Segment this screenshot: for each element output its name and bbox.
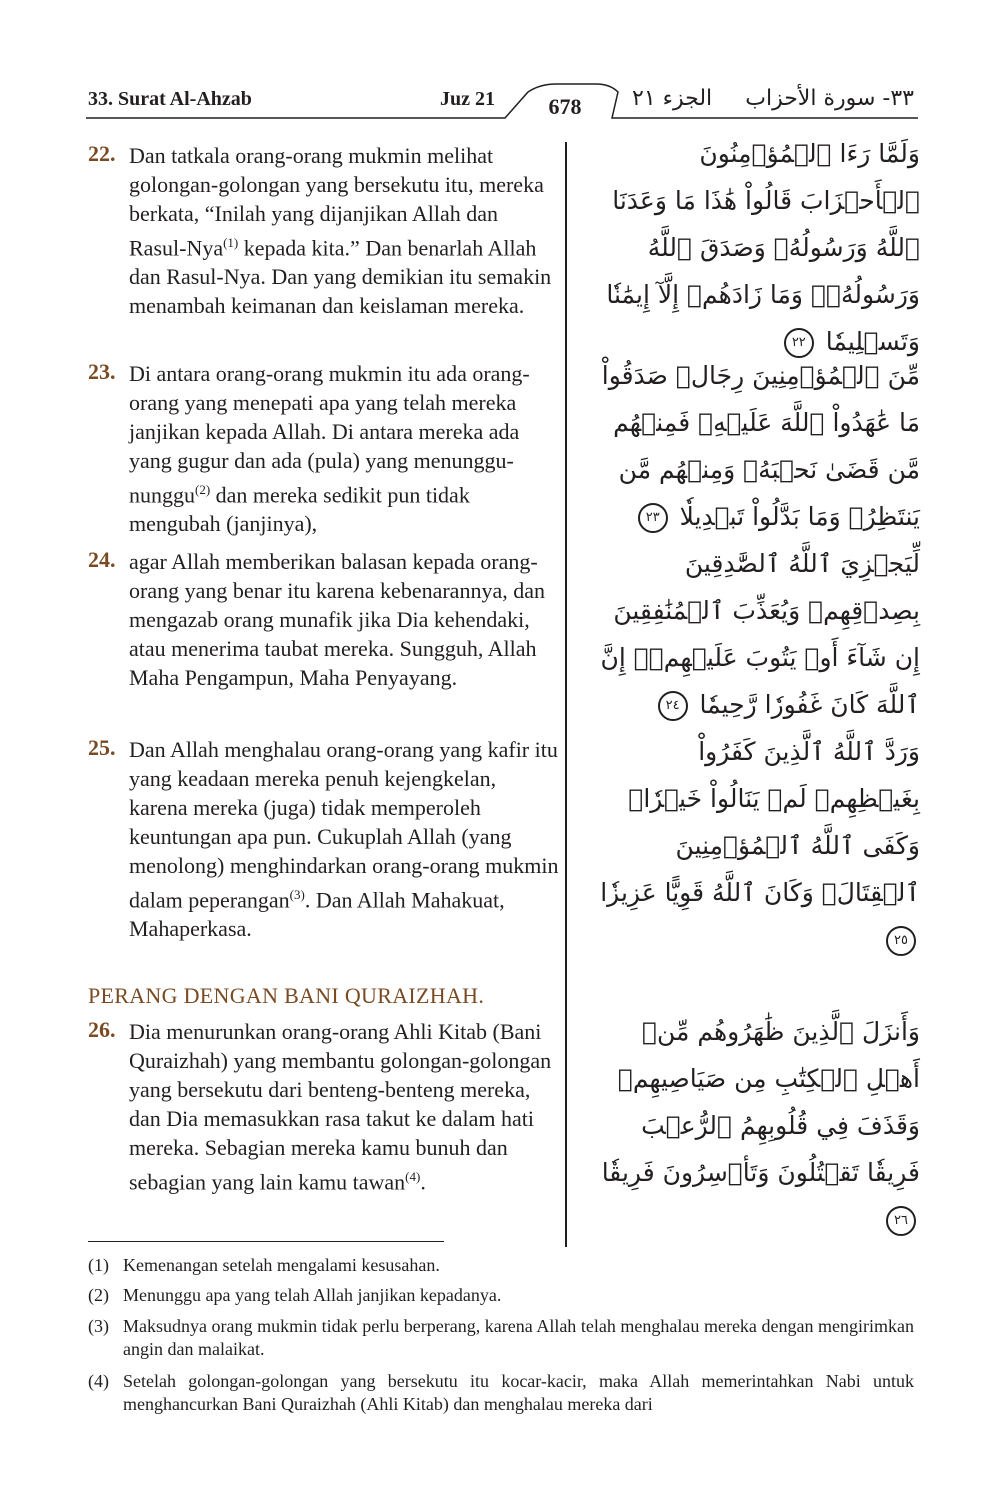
ayah-marker: ٢٢ <box>784 328 814 358</box>
ayah-marker: ٢٥ <box>886 926 916 956</box>
surah-title-latin: 33. Surat Al-Ahzab <box>88 88 252 110</box>
footnote-ref[interactable]: (3) <box>289 887 305 902</box>
footnote <box>88 1254 914 1277</box>
footnote-number: (2) <box>88 1285 109 1305</box>
juz-label-latin: Juz 21 <box>440 88 495 110</box>
ayah-marker: ٢٤ <box>658 691 688 721</box>
verse-number: 23. <box>88 359 116 384</box>
verse-number: 26. <box>88 1017 116 1042</box>
verse-arabic: وَلَمَّا رَءَا ٱلۡمُؤۡمِنُونَ ٱلۡأَحۡزَابَ قَالُواْ هَٰذَا مَا وَعَدَنَا ٱللَّهُ وَرَسُولُهُۥ وَصَدَقَ ٱللَّهُ وَرَسُولُهُۥۚ وَمَا زَادَهُمۡ إِلَّآ إِيمَٰنٗا وَتَسۡلِيمٗا ٢٢ <box>606 139 920 356</box>
surah-title-arabic: ٣٣- سورة الأحزاب <box>745 86 914 111</box>
section-heading: PERANG DENGAN BANI QURAIZHAH. <box>88 983 485 1008</box>
verse-number: 22. <box>88 141 116 166</box>
verse-number: 24. <box>88 547 116 572</box>
footnote-rule <box>88 1241 444 1242</box>
verse-translation <box>88 1017 560 1196</box>
verse-arabic: مِّنَ ٱلۡمُؤۡمِنِينَ رِجَالٞ صَدَقُواْ مَا عَٰهَدُواْ ٱللَّهَ عَلَيۡهِۖ فَمِنۡهُم مَّن قَضَىٰ نَحۡبَهُۥ وَمِنۡهُم مَّن يَنتَظِرُۖ وَمَا بَدَّلُواْ تَبۡدِيلٗا ٢٣ <box>601 361 920 531</box>
verse-translation <box>88 547 560 692</box>
footnote-text: Setelah golongan-golongan yang bersekutu itu kocar-kacir, maka Allah memerintahkan Nabi untuk menghancurkan Bani Quraizhah (Ahli Kitab) dan menghalau mereka dari <box>123 1371 914 1414</box>
footnote-number: (1) <box>88 1255 109 1275</box>
verse-arabic: لِّيَجۡزِيَ ٱللَّهُ ٱلصَّٰدِقِينَ بِصِدۡقِهِمۡ وَيُعَذِّبَ ٱلۡمُنَٰفِقِينَ إِن شَآءَ أَوۡ يَتُوبَ عَلَيۡهِمۡۚ إِنَّ ٱللَّهَ كَانَ غَفُورٗا رَّحِيمٗا ٢٤ <box>600 549 920 719</box>
juz-label-arabic: الجزء ٢١ <box>632 86 713 111</box>
verse-translation <box>88 359 560 538</box>
footnote-number: (4) <box>88 1371 109 1391</box>
footnote-ref[interactable]: (2) <box>195 482 211 497</box>
footnote-number: (3) <box>88 1316 109 1336</box>
footnote-text: Menunggu apa yang telah Allah janjikan kepadanya. <box>123 1285 502 1305</box>
ayah-marker: ٢٣ <box>638 503 668 533</box>
verse-text: agar Allah memberikan balasan kepada orang-orang yang benar itu karena kebenarannya, dan mengazab orang munafik jika Dia kehendaki, atau menerima taubat mereka. Sungguh, Allah Maha Pengampun, Maha Penyayang. <box>129 549 545 690</box>
verse-translation <box>88 735 560 943</box>
footnote <box>88 1284 914 1307</box>
footnote-text: Kemenangan setelah mengalami kesusahan. <box>123 1255 440 1275</box>
verse-text: Dan Allah menghalau orang-orang yang kafir itu yang keadaan mereka penuh kejengkelan, karena mereka (juga) tidak memperoleh keuntungan apa pun. Cukuplah Allah (yang menolong) menghindarkan orang-orang mukmin dalam peperangan$^{(3)}$. Dan Allah Mahakuat, Mahaperkasa. <box>129 737 559 942</box>
verse-arabic: وَرَدَّ ٱللَّهُ ٱلَّذِينَ كَفَرُواْ بِغَيۡظِهِمۡ لَمۡ يَنَالُواْ خَيۡرٗاۚ وَكَفَى ٱللَّهُ ٱلۡمُؤۡمِنِينَ ٱلۡقِتَالَۚ وَكَانَ ٱللَّهُ قَوِيًّا عَزِيزٗا ٢٥ <box>590 728 920 963</box>
page-number: 678 <box>548 94 582 119</box>
ayah-marker: ٢٦ <box>886 1206 916 1236</box>
footnote-ref[interactable]: (4) <box>405 1169 421 1184</box>
footnote-text: Maksudnya orang mukmin tidak perlu berperang, karena Allah telah menghalau mereka dengan mengirimkan angin dan malaikat. <box>123 1316 914 1359</box>
verse-number: 25. <box>88 735 116 760</box>
footnote <box>88 1370 914 1416</box>
footnote-ref[interactable]: (1) <box>223 235 239 250</box>
footnote <box>88 1315 914 1361</box>
verse-text: Di antara orang-orang mukmin itu ada orang-orang yang menepati apa yang telah mereka janjikan kepada Allah. Di antara mereka ada yang gugur dan ada (pula) yang menunggu-nunggu$^{(2)}$ dan mereka sedikit pun tidak mengubah (janjinya), <box>129 361 530 537</box>
verse-arabic: وَأَنزَلَ ٱلَّذِينَ ظَٰهَرُوهُم مِّنۡ أَهۡلِ ٱلۡكِتَٰبِ مِن صَيَاصِيهِمۡ وَقَذَفَ فِي قُلُوبِهِمُ ٱلرُّعۡبَ فَرِيقٗا تَقۡتُلُونَ وَتَأۡسِرُونَ فَرِيقٗا ٢٦ <box>590 1008 920 1243</box>
verse-translation <box>88 141 560 320</box>
verse-text: Dia menurunkan orang-orang Ahli Kitab (Bani Quraizhah) yang membantu golongan-golongan yang bersekutu dari benteng-benteng mereka, dan Dia memasukkan rasa takut ke dalam hati mereka. Sebagian mereka kamu bunuh dan sebagian yang lain kamu tawan$^{(4)}$. <box>129 1019 552 1195</box>
column-divider <box>565 142 567 1247</box>
verse-text: Dan tatkala orang-orang mukmin melihat golongan-golongan yang bersekutu itu, mereka berkata, “Inilah yang dijanjikan Allah dan Rasul-Nya$^{(1)}$ kepada kita.” Dan benarlah Allah dan Rasul-Nya. Dan yang demikian itu semakin menambah keimanan dan keislaman mereka. <box>129 143 552 319</box>
